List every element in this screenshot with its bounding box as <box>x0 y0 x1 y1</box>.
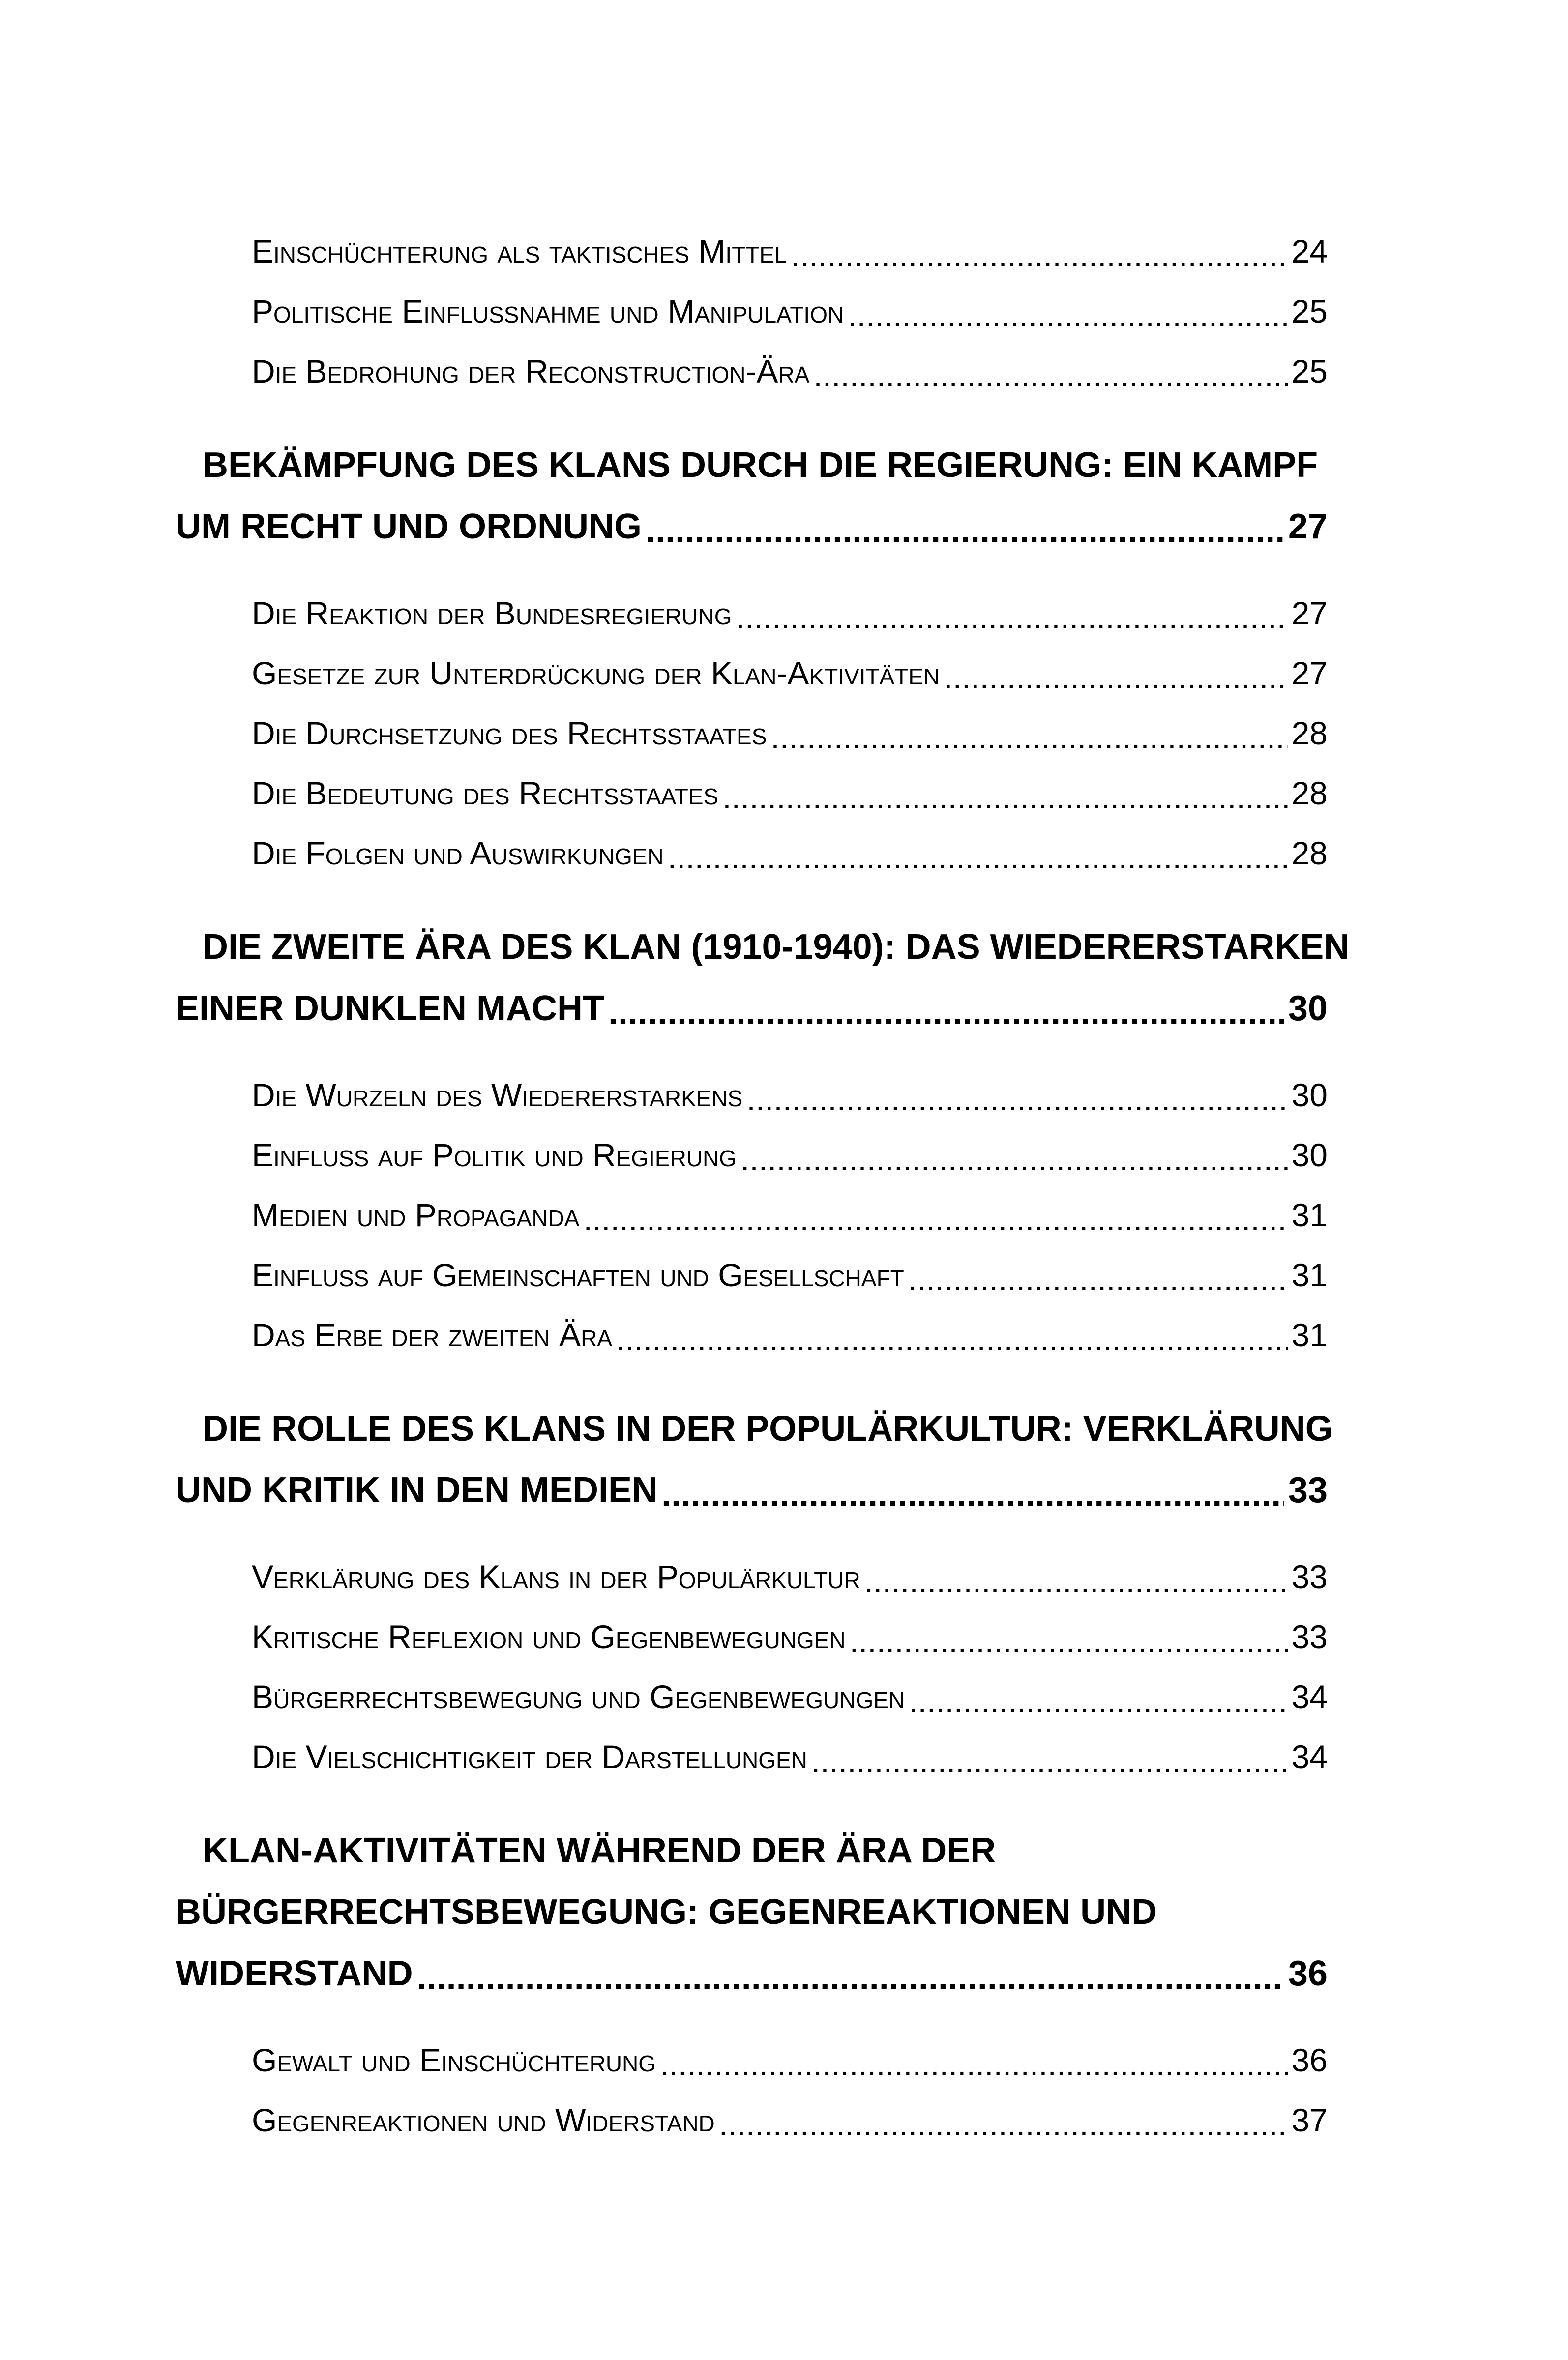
toc-entry-row <box>252 1245 1328 1305</box>
toc-entry-page-number: 30 <box>1291 1077 1328 1113</box>
toc-entry <box>176 1125 1328 1185</box>
toc-chapter <box>176 435 1328 558</box>
toc-entry-title: Politische Einflussnahme und Manipulation <box>252 293 844 329</box>
toc-entry <box>176 1607 1328 1667</box>
toc-entry-title: Gesetze zur Unterdrückung der Klan-Aktivitäten <box>252 655 940 691</box>
toc-entry-row <box>252 2090 1328 2150</box>
toc-entry-page-number: 36 <box>1291 2042 1328 2078</box>
toc-entry-row <box>252 1125 1328 1185</box>
toc-chapter <box>176 1820 1328 2005</box>
toc-entry-title: Verklärung des Klans in der Populärkultur <box>252 1559 860 1595</box>
toc-entry-page-number: 28 <box>1291 835 1328 871</box>
toc-entry-row <box>252 1727 1328 1787</box>
toc-chapter-title-line: DIE ROLLE DES KLANS IN DER POPULÄRKULTUR: VERKLÄRUNG <box>203 1409 1333 1448</box>
toc-chapter-row <box>176 1943 1328 2005</box>
toc-entry-title: Gegenreaktionen und Widerstand <box>252 2102 715 2138</box>
toc-entry-row <box>252 221 1328 281</box>
dot-leader <box>770 707 1287 767</box>
toc-chapter-page-number: 30 <box>1288 989 1328 1028</box>
toc-entry-title: Die Bedeutung des Rechtsstaates <box>252 775 719 811</box>
dot-leader <box>722 767 1287 827</box>
toc-entry <box>176 2090 1328 2150</box>
toc-entry-page-number: 33 <box>1291 1559 1328 1595</box>
dot-leader <box>848 285 1287 345</box>
dot-leader <box>616 1309 1288 1369</box>
dot-leader <box>944 647 1287 707</box>
toc-entry-row <box>252 281 1328 341</box>
toc-entry-row <box>252 823 1328 883</box>
dot-leader <box>719 2094 1288 2154</box>
toc-entry-page-number: 27 <box>1291 595 1328 631</box>
toc-entry-title: Medien und Propaganda <box>252 1197 580 1233</box>
toc-entry <box>176 2030 1328 2090</box>
toc-chapter-row <box>176 978 1328 1039</box>
toc-entry-page-number: 34 <box>1291 1739 1328 1775</box>
toc-chapter-page-number: 27 <box>1288 507 1328 546</box>
toc-entry-page-number: 31 <box>1291 1257 1328 1293</box>
toc-entry-page-number: 27 <box>1291 655 1328 691</box>
toc-chapter-title-line: KLAN-AKTIVITÄTEN WÄHREND DER ÄRA DER <box>203 1831 996 1870</box>
dot-leader <box>417 1947 1284 2008</box>
dot-leader <box>736 587 1287 647</box>
dot-leader <box>850 1611 1288 1671</box>
dot-leader <box>660 2034 1288 2094</box>
toc-chapter-title-line: BEKÄMPFUNG DES KLANS DURCH DIE REGIERUNG: EIN KAMPF <box>203 445 1318 485</box>
toc-entry-page-number: 34 <box>1291 1679 1328 1715</box>
dot-leader <box>668 827 1288 887</box>
toc-entry-row <box>252 1185 1328 1245</box>
toc-entry <box>176 1185 1328 1245</box>
toc-chapter-title-last-line: WIDERSTAND <box>176 1954 413 1993</box>
toc-entry-title: Kritische Reflexion und Gegenbewegungen <box>252 1619 846 1655</box>
toc-entry <box>176 1305 1328 1365</box>
toc-entry <box>176 1245 1328 1305</box>
toc-chapter-title-line: BÜRGERRECHTSBEWEGUNG: GEGENREAKTIONEN UND <box>176 1892 1157 1932</box>
toc-entry-page-number: 25 <box>1291 353 1328 389</box>
toc-entry-row <box>252 583 1328 643</box>
toc-entry-row <box>252 703 1328 763</box>
toc-entry-title: Einfluss auf Gemeinschaften und Gesellschaft <box>252 1257 904 1293</box>
toc-entry <box>176 823 1328 883</box>
toc-entry-page-number: 25 <box>1291 293 1328 329</box>
toc-entry-title: Bürgerrechtsbewegung und Gegenbewegungen <box>252 1679 905 1715</box>
toc-entry <box>176 583 1328 643</box>
toc-entry <box>176 703 1328 763</box>
toc-chapter-row <box>176 1460 1328 1521</box>
toc-entry-page-number: 33 <box>1291 1619 1328 1655</box>
toc-entry <box>176 281 1328 341</box>
toc-chapter <box>176 1398 1333 1521</box>
toc-entry-page-number: 28 <box>1291 715 1328 751</box>
dot-leader <box>908 1249 1288 1309</box>
dot-leader <box>608 982 1284 1043</box>
toc-entry-page-number: 24 <box>1291 233 1328 269</box>
toc-entry <box>176 643 1328 703</box>
toc-entry-row <box>252 643 1328 703</box>
toc-entry <box>176 1667 1328 1727</box>
toc-entry-title: Die Vielschichtigkeit der Darstellungen <box>252 1739 807 1775</box>
toc-entry-title: Die Reaktion der Bundesregierung <box>252 595 732 631</box>
toc-chapter-title-line: DIE ZWEITE ÄRA DES KLAN (1910-1940): DAS WIEDERERSTARKEN <box>203 927 1350 967</box>
toc-entry-page-number: 31 <box>1291 1317 1328 1353</box>
toc-chapter-title-last-line: EINER DUNKLEN MACHT <box>176 989 604 1028</box>
toc-entry <box>176 221 1328 281</box>
dot-leader <box>746 1069 1287 1129</box>
toc-entry-title: Die Bedrohung der Reconstruction-Ära <box>252 353 810 389</box>
toc-entry-row <box>252 1667 1328 1727</box>
toc-entry-page-number: 30 <box>1291 1137 1328 1173</box>
toc-entry <box>176 1065 1328 1125</box>
toc-entry-row <box>252 1607 1328 1667</box>
toc-entry-row <box>252 1547 1328 1607</box>
dot-leader <box>646 500 1284 561</box>
toc-entry <box>176 1547 1328 1607</box>
toc-chapter-title-last-line: UM RECHT UND ORDNUNG <box>176 507 642 546</box>
toc-entry-title: Das Erbe der zweiten Ära <box>252 1317 612 1353</box>
toc-chapter-page-number: 36 <box>1288 1954 1328 1993</box>
toc-entry <box>176 1727 1328 1787</box>
dot-leader <box>864 1551 1288 1611</box>
toc-chapter-title-last-line: UND KRITIK IN DEN MEDIEN <box>176 1471 658 1510</box>
toc-entry-row <box>252 341 1328 401</box>
toc-entry <box>176 341 1328 401</box>
toc-entry-title: Einfluss auf Politik und Regierung <box>252 1137 737 1173</box>
toc-entry <box>176 763 1328 823</box>
dot-leader <box>583 1189 1287 1249</box>
table-of-contents <box>176 221 1350 2150</box>
toc-chapter-page-number: 33 <box>1288 1471 1328 1510</box>
toc-chapter <box>176 916 1350 1039</box>
dot-leader <box>740 1129 1288 1189</box>
dot-leader <box>813 345 1287 405</box>
dot-leader <box>909 1671 1287 1731</box>
toc-entry-title: Die Folgen und Auswirkungen <box>252 835 664 871</box>
toc-entry-page-number: 28 <box>1291 775 1328 811</box>
toc-entry-title: Die Durchsetzung des Rechtsstaates <box>252 715 767 751</box>
toc-entry-title: Die Wurzeln des Wiedererstarkens <box>252 1077 743 1113</box>
dot-leader <box>661 1464 1284 1525</box>
toc-entry-row <box>252 763 1328 823</box>
toc-entry-page-number: 37 <box>1291 2102 1328 2138</box>
toc-entry-row <box>252 2030 1328 2090</box>
toc-entry-row <box>252 1065 1328 1125</box>
toc-entry-row <box>252 1305 1328 1365</box>
toc-entry-title: Einschüchterung als taktisches Mittel <box>252 233 787 269</box>
toc-entry-title: Gewalt und Einschüchterung <box>252 2042 656 2078</box>
toc-chapter-row <box>176 496 1328 558</box>
dot-leader <box>811 1731 1288 1791</box>
dot-leader <box>791 225 1288 285</box>
toc-entry-page-number: 31 <box>1291 1197 1328 1233</box>
